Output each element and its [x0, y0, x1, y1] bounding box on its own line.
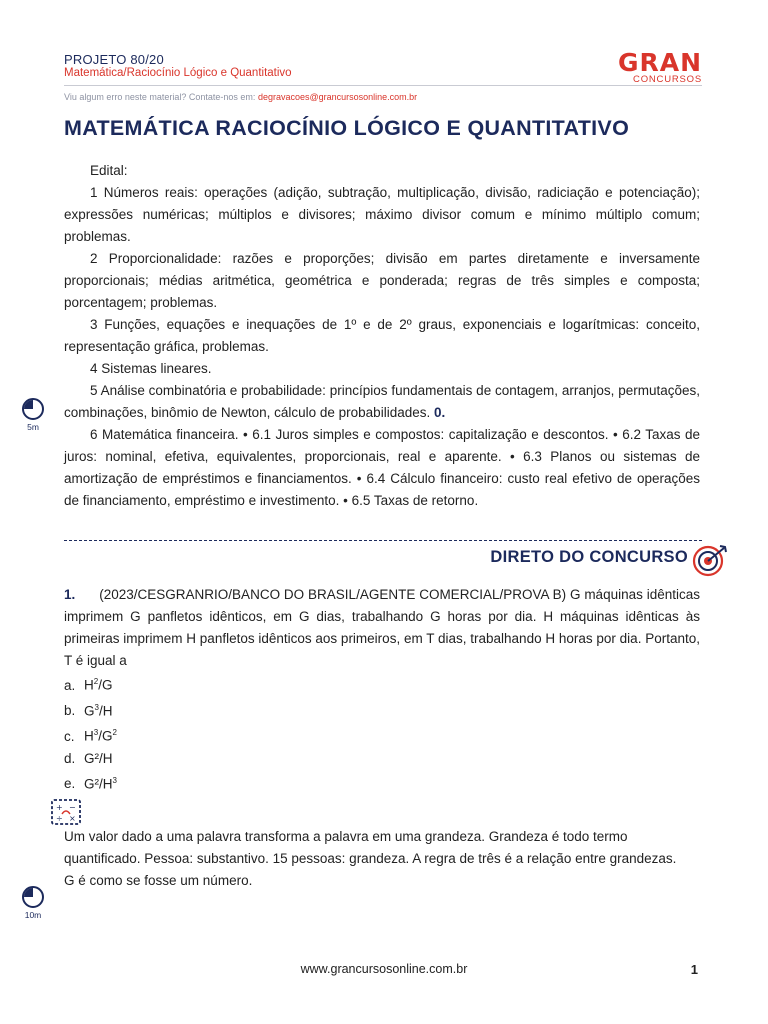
- comment-paragraph-1: Um valor dado a uma palavra transforma a palavra em uma grandeza. Grandeza é todo termo quantificado. Pessoa: substantivo. 15 pessoas: grandeza. A regra de três é a relação entre grandezas.: [64, 829, 677, 866]
- edital-item-4: 4 Sistemas lineares.: [90, 361, 212, 376]
- svg-text:+: +: [56, 803, 63, 812]
- timer-label: 10m: [24, 910, 42, 920]
- option-a[interactable]: [64, 671, 117, 697]
- comment-block: [64, 826, 704, 892]
- option-letter: e.: [64, 776, 76, 791]
- edital-item-5: [64, 380, 700, 424]
- section-divider: [64, 540, 702, 541]
- edital-section: [64, 160, 700, 512]
- question-text: (2023/CESGRANRIO/BANCO DO BRASIL/AGENTE COMERCIAL/PROVA B) G máquinas idênticas imprimem G panfletos idênticos, em G dias, trabalhando G horas por dia. H máquinas idênticas às primeiras imprimem H panfletos idênticos aos primeiros, em T dias, trabalhando H horas por dia. Portanto, T é igual a: [64, 587, 700, 668]
- section-heading: DIRETO DO CONCURSO: [490, 548, 688, 566]
- contact-line: [64, 92, 417, 102]
- option-text: G²/H: [84, 776, 113, 791]
- contact-email-link[interactable]: degravacoes@grancursosonline.com.br: [257, 92, 418, 102]
- option-sup-2: 2: [112, 728, 117, 737]
- page-title: MATEMÁTICA RACIOCÍNIO LÓGICO E QUANTITATIVO: [64, 116, 630, 140]
- clock-icon: [22, 398, 44, 420]
- edital-item-2: 2 Proporcionalidade: razões e proporções; divisão em partes diretamente e inversamente proporcionais; médias aritmética, geométrica e ponderada; regras de três simples e composta; porcentagem; problemas.: [64, 251, 700, 310]
- option-letter: d.: [64, 750, 76, 766]
- gran-logo: [618, 50, 702, 85]
- svg-text:−: −: [69, 803, 76, 812]
- option-c[interactable]: [64, 722, 117, 748]
- question-text-paragraph: [64, 584, 700, 672]
- page-number: 1: [690, 962, 698, 977]
- edital-item-1: 1 Números reais: operações (adição, subtração, multiplicação, divisão, radiciação e potenciação); expressões numéricas; múltiplos e divisores; máximo divisor comum e mínimo múltiplo comum; problemas.: [64, 185, 700, 244]
- option-sup: 3: [112, 775, 117, 785]
- svg-text:÷: ÷: [56, 814, 63, 823]
- footer-url[interactable]: www.grancursosonline.com.br: [300, 962, 468, 976]
- svg-text:×: ×: [69, 814, 76, 823]
- comment-paragraph-2: G é como se fosse um número.: [64, 873, 253, 888]
- option-letter: c.: [64, 728, 75, 744]
- option-text: H: [84, 677, 94, 693]
- project-label: PROJETO 80/20: [64, 52, 164, 67]
- option-rest: /G: [98, 728, 113, 744]
- question-number: 1.: [64, 587, 76, 602]
- option-rest: /H: [98, 703, 113, 718]
- option-sup: 2: [93, 677, 99, 686]
- option-sup: 3: [93, 728, 99, 737]
- question-block: [64, 584, 700, 672]
- edital-item-6: 6 Matemática financeira. • 6.1 Juros simples e compostos: capitalização e descontos. • 6.2 Taxas de juros: nominal, efetiva, equivalentes, proporcionais, real e aparente. • 6.3 Planos ou sistemas de amortização de empréstimos e financiamentos. • 6.4 Cálculo financeiro: custo real efetivo de operações de financiamento, empréstimo e investimento. • 6.5 Taxas de retorno.: [64, 427, 700, 508]
- option-text: H: [84, 728, 94, 744]
- option-letter: a.: [64, 677, 76, 693]
- target-icon: [690, 543, 730, 577]
- header-divider: [64, 85, 702, 86]
- logo-sub-text: CONCURSOS: [633, 74, 702, 85]
- timer-5m[interactable]: [20, 398, 46, 432]
- option-e[interactable]: [64, 770, 117, 796]
- edital-item-5-text: 5 Análise combinatória e probabilidade: princípios fundamentais de contagem, arranjos, permutações, combinações, binômio de Newton, cálculo de probabilidades.: [64, 383, 700, 420]
- option-d[interactable]: [64, 748, 117, 770]
- option-rest: /G: [98, 677, 113, 693]
- option-text: G: [84, 703, 95, 718]
- timer-label: 5m: [27, 422, 39, 432]
- subject-label: Matemática/Raciocínio Lógico e Quantitativo: [64, 67, 292, 79]
- option-letter: b.: [64, 703, 76, 718]
- logo-main-text: GRAN: [617, 48, 702, 77]
- option-b[interactable]: [64, 697, 117, 723]
- option-text: G²/H: [84, 750, 113, 766]
- edital-item-5-marker: 0.: [434, 405, 446, 420]
- option-sup: 3: [94, 702, 99, 712]
- calculation-notes-icon: [50, 798, 82, 826]
- answer-options: [64, 671, 117, 795]
- contact-prefix: Viu algum erro neste material? Contate-nos em:: [64, 92, 256, 102]
- timer-10m[interactable]: [20, 886, 46, 920]
- edital-label: Edital:: [90, 163, 128, 178]
- clock-icon: [22, 886, 44, 908]
- edital-item-3: 3 Funções, equações e inequações de 1º e de 2º graus, exponenciais e logarítmicas: conceito, representação gráfica, problemas.: [64, 317, 700, 354]
